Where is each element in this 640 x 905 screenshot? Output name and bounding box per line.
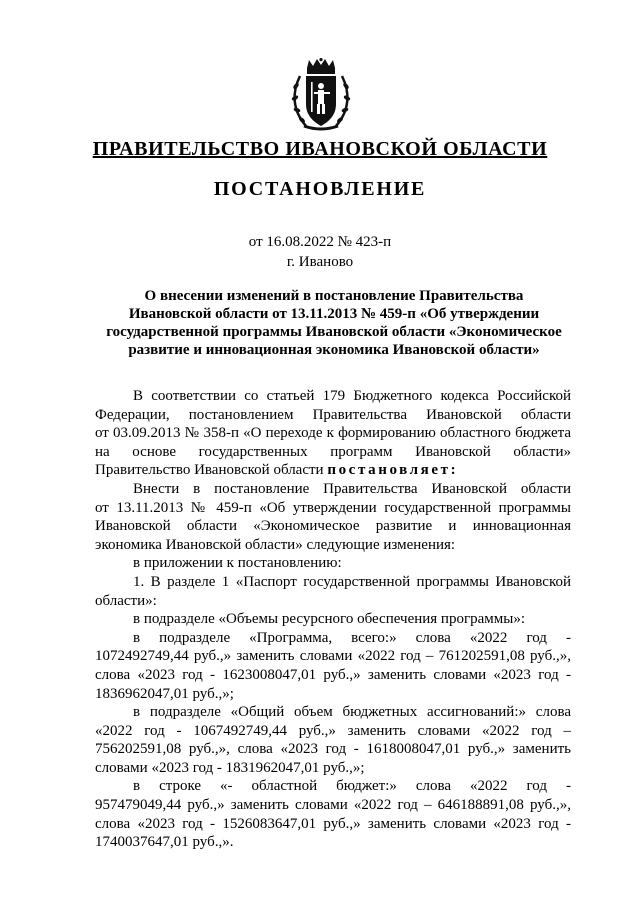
body-line: в подразделе «Объемы ресурсного обеспечения программы»: (133, 611, 525, 628)
body-line: 756202591,08 руб.,», слова «2023 год - 1618008047,01 руб.,» заменить (95, 741, 571, 758)
body-text: Правительство Ивановской области (95, 462, 324, 479)
body-line: экономика Ивановской области» следующие изменения: (95, 536, 456, 553)
body-line: «2022 год - 1067492749,44 руб.,» заменить словами «2022 год – (95, 722, 571, 739)
body-line: от 03.09.2013 № 358-п «О переходе к формированию областного бюджета (95, 425, 571, 442)
heading-line: развитие и инновационная экономика Ивановской области» (128, 342, 540, 358)
body-line: 1740037647,01 руб.,». (95, 834, 234, 851)
body-line: в подразделе «Общий объем бюджетных ассигнований:» слова (133, 704, 571, 721)
body-line: 957479049,44 руб.,» заменить словами «2022 год – 646188891,08 руб.,», (95, 797, 571, 814)
body-line: словами «2023 год - 1831962047,01 руб.,»; (95, 759, 365, 776)
body-line: от 13.11.2013 № 459-п «Об утверждении государственной программы (95, 499, 571, 516)
body-line: в строке «- областной бюджет:» слова «2022 год - (133, 778, 571, 795)
document-body (95, 387, 571, 852)
body-line: 1836962047,01 руб.,»; (95, 685, 234, 702)
body-line: 1. В разделе 1 «Паспорт государственной программы Ивановской (133, 573, 571, 590)
body-line: Федерации, постановлением Правительства Ивановской области (95, 406, 571, 423)
body-line: слова «2023 год - 1526083647,01 руб.,» заменить словами «2023 год - (95, 815, 571, 832)
decree-keyword: постановляет: (327, 462, 459, 479)
heading-line: государственной программы Ивановской области «Экономическое (106, 324, 562, 340)
body-line: области»: (95, 592, 157, 609)
body-line: В соответствии со статьей 179 Бюджетного кодекса Российской (133, 388, 571, 404)
body-line: Ивановской области «Экономическое развитие и инновационная (95, 518, 571, 535)
body-line: Внести в постановление Правительства Ивановской области (133, 480, 571, 497)
body-line: в подразделе «Программа, всего:» слова «2022 год - (133, 629, 571, 646)
body-line: на основе государственных программ Ивановской области» (95, 443, 571, 460)
document-type: ПОСТАНОВЛЕНИЕ (213, 178, 427, 200)
document-date-number: от 16.08.2022 № 423-п (248, 234, 392, 250)
document-city: г. Иваново (286, 254, 354, 270)
heading-line: О внесении изменений в постановление Правительства (144, 288, 524, 304)
body-line: слова «2023 год - 1623008047,01 руб.,» заменить словами «2023 год - (95, 666, 571, 683)
document-heading (100, 287, 568, 359)
ivanovo-coat-of-arms-icon (290, 58, 352, 132)
body-line (95, 461, 571, 480)
heading-line: Ивановской области от 13.11.2013 № 459-п «Об утверждении (128, 306, 540, 322)
government-name: ПРАВИТЕЛЬСТВО ИВАНОВСКОЙ ОБЛАСТИ (92, 138, 548, 160)
body-line: в приложении к постановлению: (133, 555, 342, 572)
body-line: 1072492749,44 руб.,» заменить словами «2022 год – 761202591,08 руб.,», (95, 648, 571, 665)
